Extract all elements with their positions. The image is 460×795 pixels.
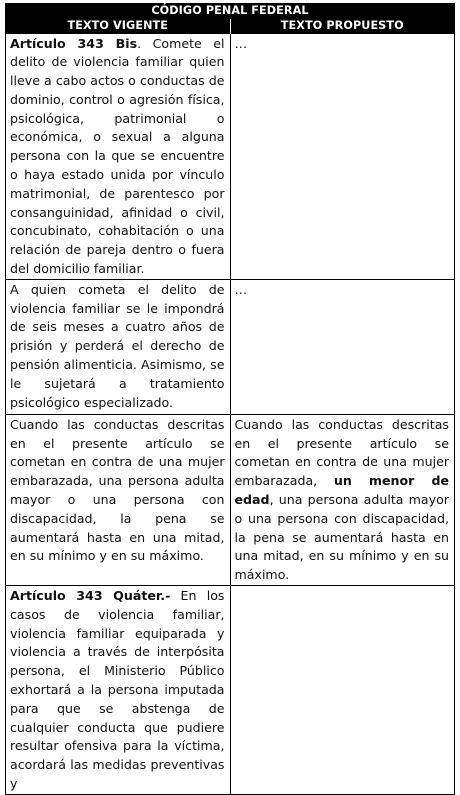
current-text-cell bbox=[6, 279, 231, 414]
penalty-paragraph: A quien cometa el delito de violencia familiar se le impondrá de seis meses a cuatro años de prisión y perderá el derecho de pensión alimenticia. Asimismo, se le sujetará a tratamiento psicológico especializado. bbox=[10, 281, 225, 410]
proposed-aggravated-penalty-paragraph bbox=[235, 416, 450, 585]
comparison-table bbox=[5, 3, 455, 795]
table-row bbox=[6, 414, 455, 585]
current-text-cell bbox=[6, 586, 231, 795]
article-343-bis-paragraph bbox=[10, 35, 225, 279]
column-header-current-text: TEXTO VIGENTE bbox=[6, 19, 231, 34]
article-343-quater-text: En los casos de violencia familiar, violencia familiar equiparada y violencia a través de interpósita persona, el Ministerio Público exhortará a la persona imputada para que se abstenga de cualquier conducta que pudiere resultar ofensiva para la víctima, acordará las medidas preventivas y bbox=[10, 588, 225, 791]
proposed-text-cell bbox=[230, 586, 455, 795]
current-text-cell bbox=[6, 33, 231, 279]
omission-ellipsis: … bbox=[234, 281, 249, 297]
proposed-addition-highlight: un menor de edad bbox=[234, 473, 450, 508]
article-343-quater-heading: Artículo 343 Quáter.- bbox=[10, 588, 171, 604]
aggravated-penalty-paragraph: Cuando las conductas descritas en el presente artículo se cometan en contra de una mujer embarazada, una persona adulta mayor o una persona con discapacidad, la pena se aumentará hasta en una mitad, en su mínimo y en su máximo. bbox=[10, 416, 225, 564]
table-row bbox=[6, 33, 455, 279]
omission-ellipsis: … bbox=[234, 35, 249, 51]
proposed-text-cell bbox=[230, 33, 455, 279]
article-343-bis-text: . Comete el delito de violencia familiar quien lleve a cabo actos o conductas de dominio, control o agresión física, psicológica, patrimonial o económica, o sexual a alguna persona con la que se encuentre o haya estado unida por vínculo matrimonial, de parentesco por consanguinidad, afinidad o civil, concubinato, cohabitación o una relación de pareja dentro o fuera del domicilio familiar. bbox=[10, 35, 225, 277]
article-343-quater-paragraph bbox=[10, 587, 225, 794]
column-header-row bbox=[6, 19, 455, 34]
article-343-bis-heading: Artículo 343 Bis bbox=[10, 35, 138, 51]
proposed-text-cell bbox=[230, 279, 455, 414]
table-row bbox=[6, 586, 455, 795]
current-text-cell bbox=[6, 414, 231, 585]
proposed-text-cell bbox=[230, 414, 455, 585]
proposed-text-part: , una persona adulta mayor o una persona con discapacidad, la pena se aumentará hasta en una mitad, en su mínimo y en su máximo. bbox=[234, 492, 449, 583]
column-header-proposed-text: TEXTO PROPUESTO bbox=[230, 19, 455, 34]
table-row bbox=[6, 279, 455, 414]
proposed-text-part: Cuando las conductas descritas en el presente artículo se cometan en contra de una mujer embarazada, bbox=[234, 416, 449, 489]
table-title: CÓDIGO PENAL FEDERAL bbox=[6, 4, 455, 19]
table-title-row bbox=[6, 4, 455, 19]
